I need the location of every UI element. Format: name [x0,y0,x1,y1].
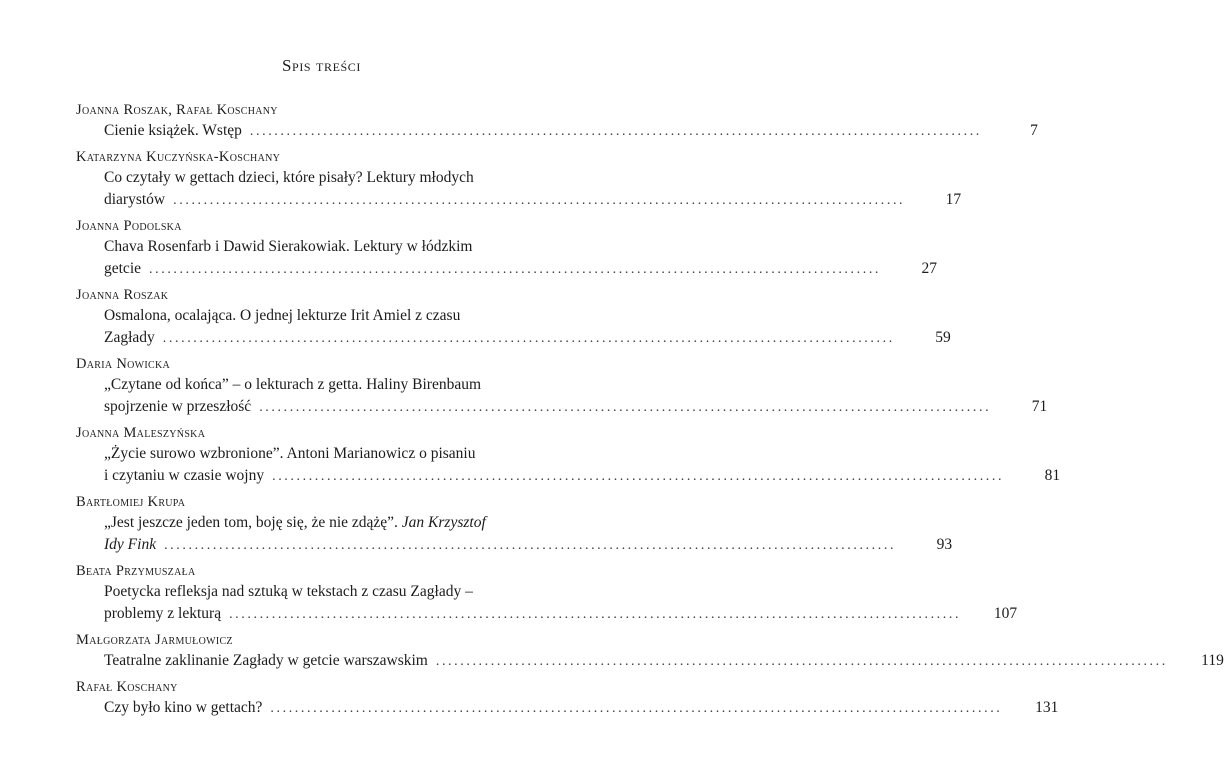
toc-entry[interactable] [76,101,1038,143]
toc-page-number: 71 [1031,398,1048,415]
toc-title-line: „Życie surowo wzbronione”. Antoni Marianowicz o pisaniu [104,445,476,462]
toc-title-text: i czytaniu w czasie wojny [104,467,265,484]
toc-page-number: 17 [945,191,962,208]
toc-entry[interactable] [76,493,953,557]
toc-entry[interactable] [76,678,1059,720]
toc-title-line: Poetycka refleksja nad sztuką w tekstach z czasu Zagłady – [104,583,473,600]
dot-leader: ........................................................................................................................ [259,400,992,415]
toc-title-text: „Jest jeszcze jeden tom, boję się, że nie zdążę”. [104,514,402,531]
toc-page-number: 131 [1035,699,1059,716]
toc-title-text: Czy było kino w gettach? [104,699,263,716]
toc-author: Joanna Podolska [76,218,182,234]
toc-title-last-line [104,697,1059,720]
toc-entry[interactable] [76,424,1061,488]
toc-author: Katarzyna Kuczyńska-Koschany [76,149,281,165]
toc-article-title[interactable] [104,697,1059,720]
toc-entry[interactable] [76,148,962,212]
dot-leader: ........................................................................................................................ [229,607,962,622]
toc-title-text: Zagłady [104,329,155,346]
toc-entry[interactable] [76,562,1018,626]
toc-title-text: diarystów [104,191,166,208]
toc-article-title[interactable] [104,305,951,350]
page-title: Spis treści [282,56,361,75]
toc-title-text: problemy z lekturą [104,605,222,622]
toc-title-line: Chava Rosenfarb i Dawid Sierakowiak. Lektury w łódzkim [104,238,473,255]
toc-page-number: 81 [1044,467,1061,484]
toc-title-text: spojrzenie w przeszłość [104,398,252,415]
toc-title-line: Co czytały w gettach dzieci, które pisały? Lektury młodych [104,169,474,186]
toc-entry[interactable] [76,631,1224,673]
toc-author: Joanna Maleszyńska [76,425,206,441]
toc-author: Joanna Roszak, Rafał Koschany [76,102,278,118]
toc-entry[interactable] [76,355,1048,419]
toc-title-last-line [104,327,951,350]
toc-title-last-line [104,258,938,281]
dot-leader: ........................................................................................................................ [435,654,1168,669]
toc-article-title[interactable] [104,120,1038,143]
toc-article-title[interactable] [104,581,1018,626]
toc-entry[interactable] [76,217,938,281]
toc-title-text [104,534,156,556]
dot-leader: ........................................................................................................................ [164,538,897,553]
toc-title-text: getcie [104,260,142,277]
toc-title-last-line [104,534,953,557]
dot-leader: ........................................................................................................................ [249,124,982,139]
dot-leader: ........................................................................................................................ [149,262,882,277]
toc-title-italic: Idy Fink [104,536,157,553]
toc-article-title[interactable] [104,236,938,281]
toc-article-title[interactable] [104,167,962,212]
toc-page-number: 27 [921,260,938,277]
toc-title-text: Teatralne zaklinanie Zagłady w getcie warszawskim [104,652,428,669]
toc-title-text: Cienie książek. Wstęp [104,122,242,139]
toc-author: Joanna Roszak [76,287,169,303]
toc-page-number: 7 [1030,122,1038,139]
toc-article-title[interactable] [104,374,1048,419]
toc-title-line [104,512,514,534]
toc-article-title[interactable] [104,443,1061,488]
toc-title-line: „Czytane od końca” – o lekturach z getta. Haliny Birenbaum [104,376,482,393]
toc-title-line: Osmalona, ocalająca. O jednej lekturze Irit Amiel z czasu [104,307,461,324]
toc-title-last-line [104,396,1048,419]
dot-leader: ........................................................................................................................ [173,193,906,208]
toc-title-last-line [104,603,1018,626]
dot-leader: ........................................................................................................................ [162,331,895,346]
toc-author: Bartłomiej Krupa [76,494,186,510]
toc-page-number: 107 [993,605,1018,622]
dot-leader: ........................................................................................................................ [272,469,1005,484]
toc-page-number: 59 [935,329,951,346]
toc-title-italic: Jan Krzysztof [401,514,486,531]
toc-title-last-line [104,465,1061,488]
toc-title-last-line [104,189,962,212]
toc-author: Małgorzata Jarmułowicz [76,632,233,648]
toc-title-last-line [104,650,1224,673]
toc-article-title[interactable] [104,512,953,557]
toc-author: Daria Nowicka [76,356,171,372]
toc-author: Rafał Koschany [76,679,178,695]
toc-page-number: 93 [936,536,953,553]
dot-leader: ........................................................................................................................ [270,701,1003,716]
toc-article-title[interactable] [104,650,1224,673]
toc-entry[interactable] [76,286,951,350]
toc-title-last-line [104,120,1038,143]
table-of-contents [76,101,1224,725]
toc-page-number: 119 [1201,652,1224,669]
toc-author: Beata Przymuszała [76,563,196,579]
